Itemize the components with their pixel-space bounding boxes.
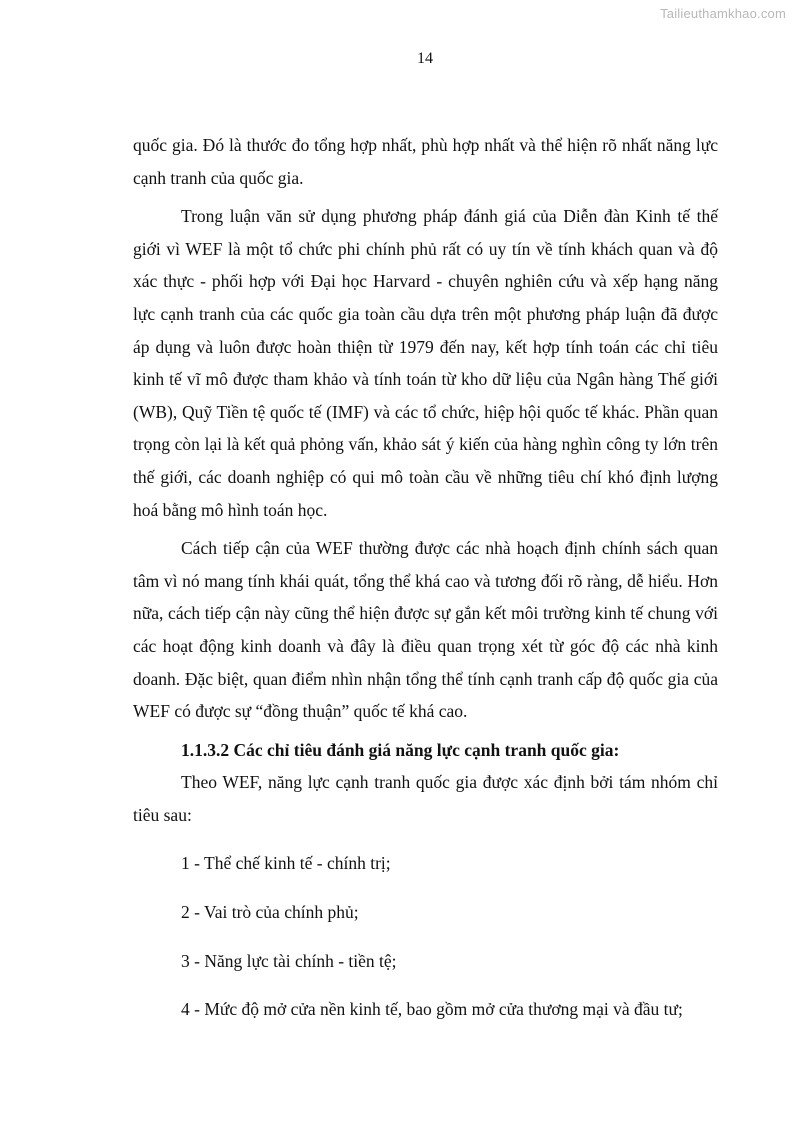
document-body (133, 129, 718, 1042)
paragraph-wef-method: Trong luận văn sử dụng phương pháp đánh giá của Diễn đàn Kinh tế thế giới vì WEF là một tổ chức phi chính phủ rất có uy tín về tính khách quan và độ xác thực - phối hợp với Đại học Harvard - chuyên nghiên cứu và xếp hạng năng lực cạnh tranh của các quốc gia toàn cầu dựa trên một phương pháp luận đã được áp dụng và luôn được hoàn thiện từ 1979 đến nay, kết hợp tính toán các chỉ tiêu kinh tế vĩ mô được tham khảo và tính toán từ kho dữ liệu của Ngân hàng Thế giới (WB), Quỹ Tiền tệ quốc tế (IMF) và các tổ chức, hiệp hội quốc tế khác. Phần quan trọng còn lại là kết quả phỏng vấn, khảo sát ý kiến của hàng nghìn công ty lớn trên thế giới, các doanh nghiệp có qui mô toàn cầu về những tiêu chí khó định lượng hoá bằng mô hình toán học. (133, 206, 718, 520)
section-heading: 1.1.3.2 Các chỉ tiêu đánh giá năng lực cạnh tranh quốc gia: (181, 739, 620, 760)
paragraph-criteria-intro: Theo WEF, năng lực cạnh tranh quốc gia được xác định bởi tám nhóm chỉ tiêu sau: (133, 772, 718, 825)
list-item: 2 - Vai trò của chính phủ; (181, 902, 359, 923)
watermark: Tailieuthamkhao.com (660, 6, 786, 21)
paragraph-continuation: quốc gia. Đó là thước đo tổng hợp nhất, phù hợp nhất và thể hiện rõ nhất năng lực cạnh tranh của quốc gia. (133, 135, 718, 188)
paragraph-wef-approach: Cách tiếp cận của WEF thường được các nhà hoạch định chính sách quan tâm vì nó mang tính khái quát, tổng thể khá cao và tương đối rõ ràng, dễ hiểu. Hơn nữa, cách tiếp cận này cũng thể hiện được sự gắn kết môi trường kinh tế chung với các hoạt động kinh doanh và đây là điều quan trọng xét từ góc độ các nhà kinh doanh. Đặc biệt, quan điểm nhìn nhận tổng thể tính cạnh tranh cấp độ quốc gia của WEF có được sự “đồng thuận” quốc tế khá cao. (133, 538, 718, 722)
list-item: 1 - Thể chế kinh tế - chính trị; (181, 853, 391, 874)
list-item: 4 - Mức độ mở cửa nền kinh tế, bao gồm mở cửa thương mại và đầu tư; (181, 999, 683, 1020)
list-item: 3 - Năng lực tài chính - tiền tệ; (181, 950, 397, 971)
page-number: 14 (417, 50, 433, 67)
